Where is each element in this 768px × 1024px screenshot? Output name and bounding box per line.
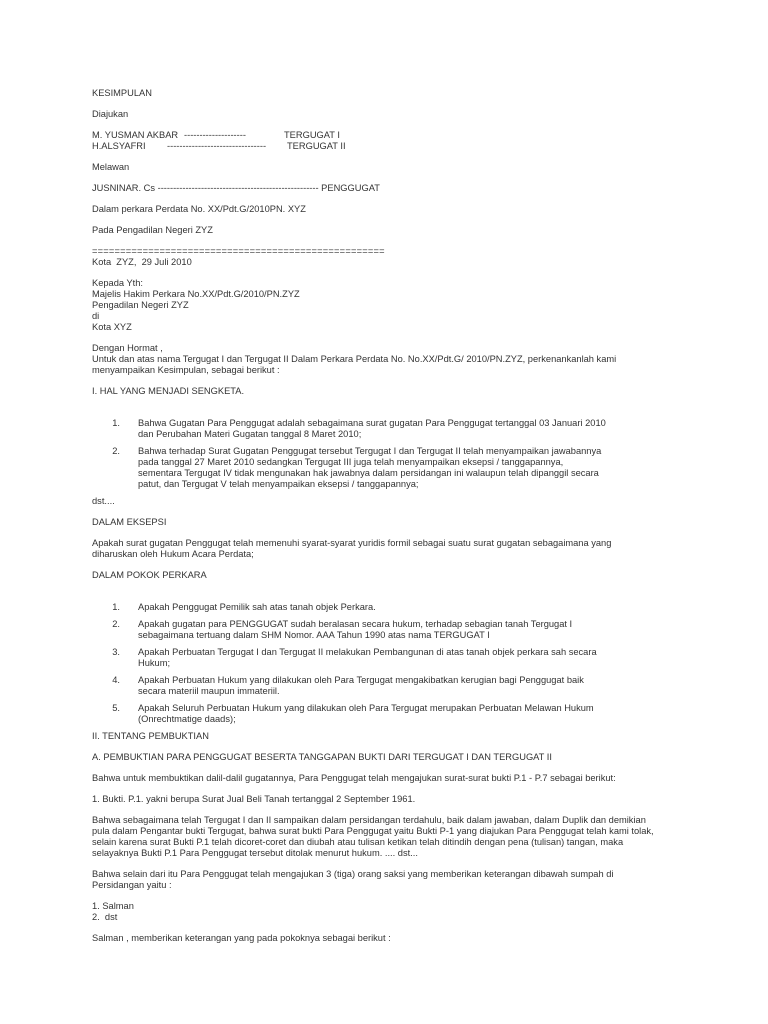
evidence-item: 1. Bukti. P.1. yakni berupa Surat Jual Beli Tanah tertanggal 2 September 1961. xyxy=(92,794,416,804)
witness-item: 1. Salman xyxy=(92,901,134,911)
separator-line: ==================================================== xyxy=(92,246,385,256)
list-item xyxy=(92,647,722,669)
addressee-line: Majelis Hakim Perkara No.XX/Pdt.G/2010/PN.ZYZ xyxy=(92,289,300,299)
addressee-line: Kota XYZ xyxy=(92,322,132,332)
witness-item: 2. dst xyxy=(92,912,118,922)
rebuttal-paragraph: Bahwa sebagaimana telah Tergugat I dan II sampaikan dalam persidangan terdahulu, baik dalam jawaban, dalam Duplik dan demikian pula dalam Pengantar bukti Tergugat, bahwa surat bukti Para Penggugat yaitu Bukti P-1 yang diajukan Para Penggugat telah kami tolak, selain karena surat Bukti P.1 telah dicoret-coret dan diubah atau tulisan ketikan telah ditindih dengan pena (tulisan) tangan, maka selayaknya Bukti P.1 Para Penggugat tersebut ditolak menurut hukum. .... dst... xyxy=(92,815,654,858)
main-issue-list xyxy=(92,602,722,725)
subsection-heading: A. PEMBUKTIAN PARA PENGGUGAT BESERTA TANGGAPAN BUKTI DARI TERGUGAT I DAN TERGUGAT II xyxy=(92,752,552,762)
list-item xyxy=(92,675,722,697)
section-heading: DALAM EKSEPSI xyxy=(92,517,167,527)
defendant-role: TERGUGAT I xyxy=(284,130,340,140)
salman-paragraph: Salman , memberikan keterangan yang pada pokoknya sebagai berikut : xyxy=(92,933,391,943)
document-page xyxy=(92,88,722,944)
defendant-name: H.ALSYAFRI xyxy=(92,141,146,151)
defendant-dashes: -------------------- xyxy=(184,130,246,140)
letter-date: Kota ZYZ, 29 Juli 2010 xyxy=(92,257,192,267)
defendant-dashes: -------------------------------- xyxy=(167,141,267,151)
list-item xyxy=(92,418,722,440)
witness-paragraph: Bahwa selain dari itu Para Penggugat telah mengajukan 3 (tiga) orang saksi yang memberikan keterangan dibawah sumpah di Persidangan yaitu : xyxy=(92,869,614,890)
list-item-text: Bahwa terhadap Surat Gugatan Penggugat tersebut Tergugat I dan Tergugat II telah menyampaikan jawabannya pada tanggal 27 Maret 2010 sedangkan Tergugat III juga telah menyampaikan eksepsi / tanggapannya, sementara Tergugat IV tidak mengunakan hak jawabnya dalam persidangan ini walaupun telah dipanggil secara patut, dan Tergugat V telah menyampaikan eksepsi / tanggapannya; xyxy=(138,446,602,489)
diajukan-label: Diajukan xyxy=(92,109,129,119)
court-name: Pada Pengadilan Negeri ZYZ xyxy=(92,225,213,235)
defendant-row xyxy=(92,130,722,141)
list-item-text: Bahwa Gugatan Para Penggugat adalah sebagaimana surat gugatan Para Penggugat tertanggal 03 Januari 2010 dan Perubahan Materi Gugatan tanggal 8 Maret 2010; xyxy=(138,418,606,439)
addressee-line: di xyxy=(92,311,100,321)
list-item-number: 2. xyxy=(112,446,120,456)
melawan-label: Melawan xyxy=(92,162,130,172)
list-item-number: 3. xyxy=(112,647,120,657)
list-item xyxy=(92,703,722,725)
list-item-text: Apakah Perbuatan Tergugat I dan Tergugat II melakukan Pembangunan di atas tanah objek perkara sah secara Hukum; xyxy=(138,647,597,668)
witness-list xyxy=(92,901,722,923)
defendant-role: TERGUGAT II xyxy=(287,141,346,151)
plaintiff-line: JUSNINAR. Cs ---------------------------------------------------- PENGGUGAT xyxy=(92,183,380,193)
list-item-number: 5. xyxy=(112,703,120,713)
list-item-text: Apakah gugatan para PENGGUGAT sudah beralasan secara hukum, terhadap sebagian tanah Tergugat I sebagaimana tertuang dalam SHM Nomor. AAA Tahun 1990 atas nama TERGUGAT I xyxy=(138,619,573,640)
dispute-list xyxy=(92,418,722,490)
list-item-number: 2. xyxy=(112,619,120,629)
case-number: Dalam perkara Perdata No. XX/Pdt.G/2010PN. XYZ xyxy=(92,204,306,214)
evidence-paragraph: Bahwa untuk membuktikan dalil-dalil gugatannya, Para Penggugat telah mengajukan surat-surat bukti P.1 - P.7 sebagai berikut: xyxy=(92,773,616,783)
addressee-block xyxy=(92,278,722,333)
list-item-text: Apakah Penggugat Pemilik sah atas tanah objek Perkara. xyxy=(138,602,376,612)
list-item xyxy=(92,602,722,613)
section-heading: II. TENTANG PEMBUKTIAN xyxy=(92,731,209,741)
greeting: Dengan Hormat , xyxy=(92,343,163,353)
list-item-number: 1. xyxy=(112,418,120,428)
addressee-line: Pengadilan Negeri ZYZ xyxy=(92,300,189,310)
list-item-text: Apakah Seluruh Perbuatan Hukum yang dilakukan oleh Para Tergugat merupakan Perbuatan Melawan Hukum (Onrechtmatige daads); xyxy=(138,703,594,724)
eksepsi-paragraph: Apakah surat gugatan Penggugat telah memenuhi syarat-syarat yuridis formil sebagai suatu surat gugatan sebagaimana yang diharuskan oleh Hukum Acara Perdata; xyxy=(92,538,612,559)
list-item-text: Apakah Perbuatan Hukum yang dilakukan oleh Para Tergugat mengakibatkan kerugian bagi Penggugat baik secara materiil maupun immateriil. xyxy=(138,675,584,696)
list-item-number: 4. xyxy=(112,675,120,685)
section-heading: I. HAL YANG MENJADI SENGKETA. xyxy=(92,386,245,396)
defendant-name: M. YUSMAN AKBAR xyxy=(92,130,179,140)
list-item xyxy=(92,619,722,641)
list-item-number: 1. xyxy=(112,602,120,612)
list-item xyxy=(92,446,722,490)
etc-text: dst.... xyxy=(92,496,115,506)
section-heading: DALAM POKOK PERKARA xyxy=(92,570,207,580)
addressee-line: Kepada Yth: xyxy=(92,278,144,288)
intro-paragraph: Untuk dan atas nama Tergugat I dan Tergugat II Dalam Perkara Perdata No. No.XX/Pdt.G/ 2010/PN.ZYZ, perkenankanlah kami menyampaikan Kesimpulan, sebagai berikut : xyxy=(92,354,617,375)
document-heading: KESIMPULAN xyxy=(92,88,152,98)
defendant-row xyxy=(92,141,722,152)
defendant-list xyxy=(92,130,722,152)
